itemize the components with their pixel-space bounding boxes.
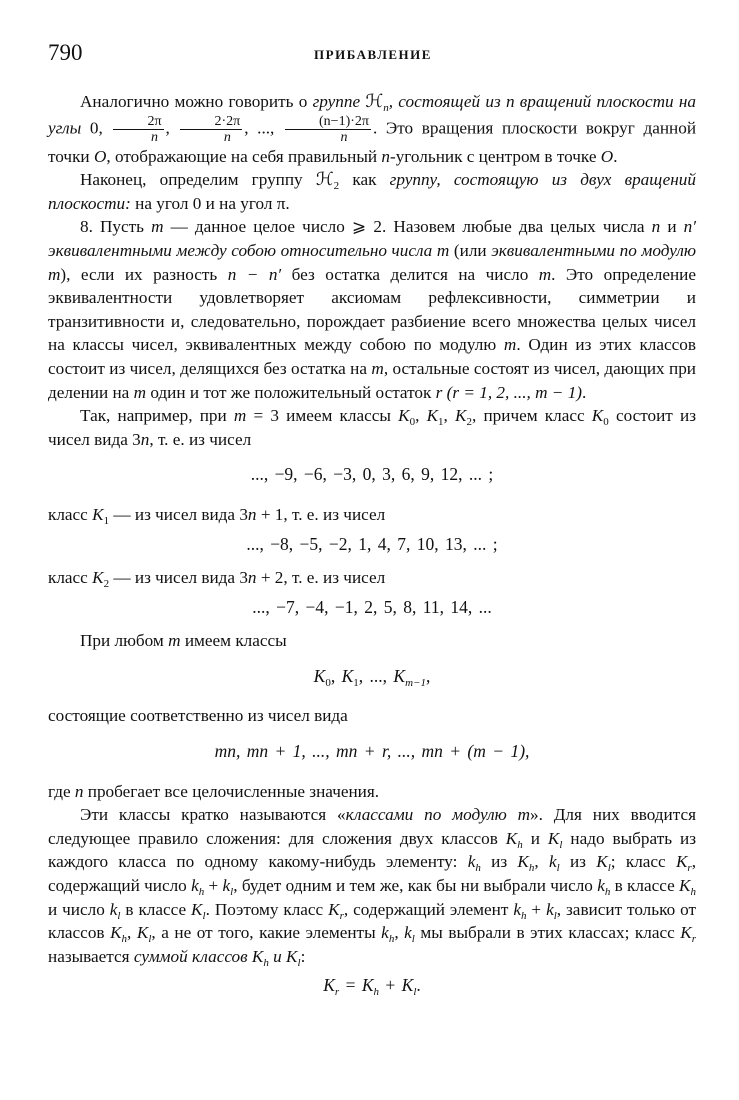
paragraph-class-k1: класс $K_1$ — из чисел вида 3n + 1, т. е. из чисел [48, 504, 386, 527]
paragraph-group-h2: Наконец, определим группу ℋ$_2$ как группу, состоящую из двух вращений плоскости: на угол 0 и на угол π. [48, 169, 696, 213]
paragraph-class-k2: класс $K_2$ — из чисел вида 3n + 2, т. е. из чисел [48, 568, 386, 591]
formula-classes-list: $K_0$, $K_1$, ..., $K_{m-1}$, [313, 665, 431, 689]
paragraph-any-m: При любом m имеем классы [80, 631, 287, 651]
sequence-class-k1: ..., −8, −5, −2, 1, 4, 7, 10, 13, ... ; [246, 533, 498, 554]
page-header [48, 40, 698, 70]
formula-residue-forms: mn, mn + 1, ..., mn + r, ..., mn + (m − 1), [214, 741, 530, 762]
page-number: 790 [48, 40, 83, 65]
formula-class-sum: $K_r = K_h + K_l$. [323, 975, 421, 999]
fraction-angle-1: $\frac{2\pi}{n}$ [113, 114, 163, 145]
fraction-angle-2: $\frac{2\cdot 2\pi}{n}$ [180, 114, 242, 145]
paragraph-equivalence-mod-m: 8. Пусть m — данное целое число ⩾ 2. Назовем любые два целых числа n и n′ эквивалентными между собою относительно числа m (или эквивалентными по модулю m), если их разность n − n′ без остатка делится на число m. Это определение эквивалентности удовлетворяет аксиомам рефлексивности, симметрии и транзитивности и, следовательно, порождает разбиение всего множества целых чисел на классы чисел, эквивалентных между собою по модулю m. Один из этих классов состоит из чисел, делящихся без остатка на m, остальные состоят из чисел, дающих при делении на m один и тот же положительный остаток r (r = 1, 2, ..., m − 1). [48, 217, 697, 402]
sequence-class-k2: ..., −7, −4, −1, 2, 5, 8, 11, 14, ... [252, 596, 492, 617]
fraction-angle-n: $\frac{(n-1)\cdot 2\pi}{n}$ [285, 114, 371, 145]
sequence-class-k0: ..., −9, −6, −3, 0, 3, 6, 9, 12, ... ; [250, 464, 494, 485]
paragraph-n-ranges: где n пробегает все целочисленные значения. [48, 781, 380, 801]
paragraph-rotation-group: Аналогично можно говорить о группе ℋ$_n$, состоящей из n вращений плоскости на углы 0, $\frac{2\pi}{n}$ , $\frac{2\cdot 2\pi}{n}$ , ..., $\frac{(n-1)\cdot 2\pi}{n}$ . Это вращения плоскости вокруг данной точки O, отображающие на себя правильный n-угольник с центром в точке O. [48, 91, 697, 166]
page-body [48, 90, 696, 1008]
paragraph-consisting-of: состоящие соответственно из чисел вида [48, 706, 348, 726]
paragraph-example-m3: Так, например, при m = 3 имеем классы $K_0$, $K_1$, $K_2$, причем класс $K_0$ состоит из чисел вида 3n, т. е. из чисел [48, 406, 696, 449]
running-title: ПРИБАВЛЕНИЕ [314, 47, 432, 62]
paragraph-class-addition: Эти классы кратко называются «классами по модулю m». Для них вводится следующее правило сложения: для сложения двух классов $K_h$ и $K_l$ надо выбрать из каждого класса по одному какому-нибудь элементу: $k_h$ из $K_h$, $k_l$ из $K_l$; класс $K_r$, содержащий число $k_h + k_l$, будет одним и тем же, как бы ни выбрали число $k_h$ в классе $K_h$ и число $k_l$ в классе $K_l$. Поэтому класс $K_r$, содержащий элемент $k_h + k_l$, зависит только от классов $K_h$, $K_l$, а не от того, какие элементы $k_h$, $k_l$ мы выбрали в этих классах; класс $K_r$ называется суммой классов $K_h$ и $K_l$: [48, 805, 697, 969]
